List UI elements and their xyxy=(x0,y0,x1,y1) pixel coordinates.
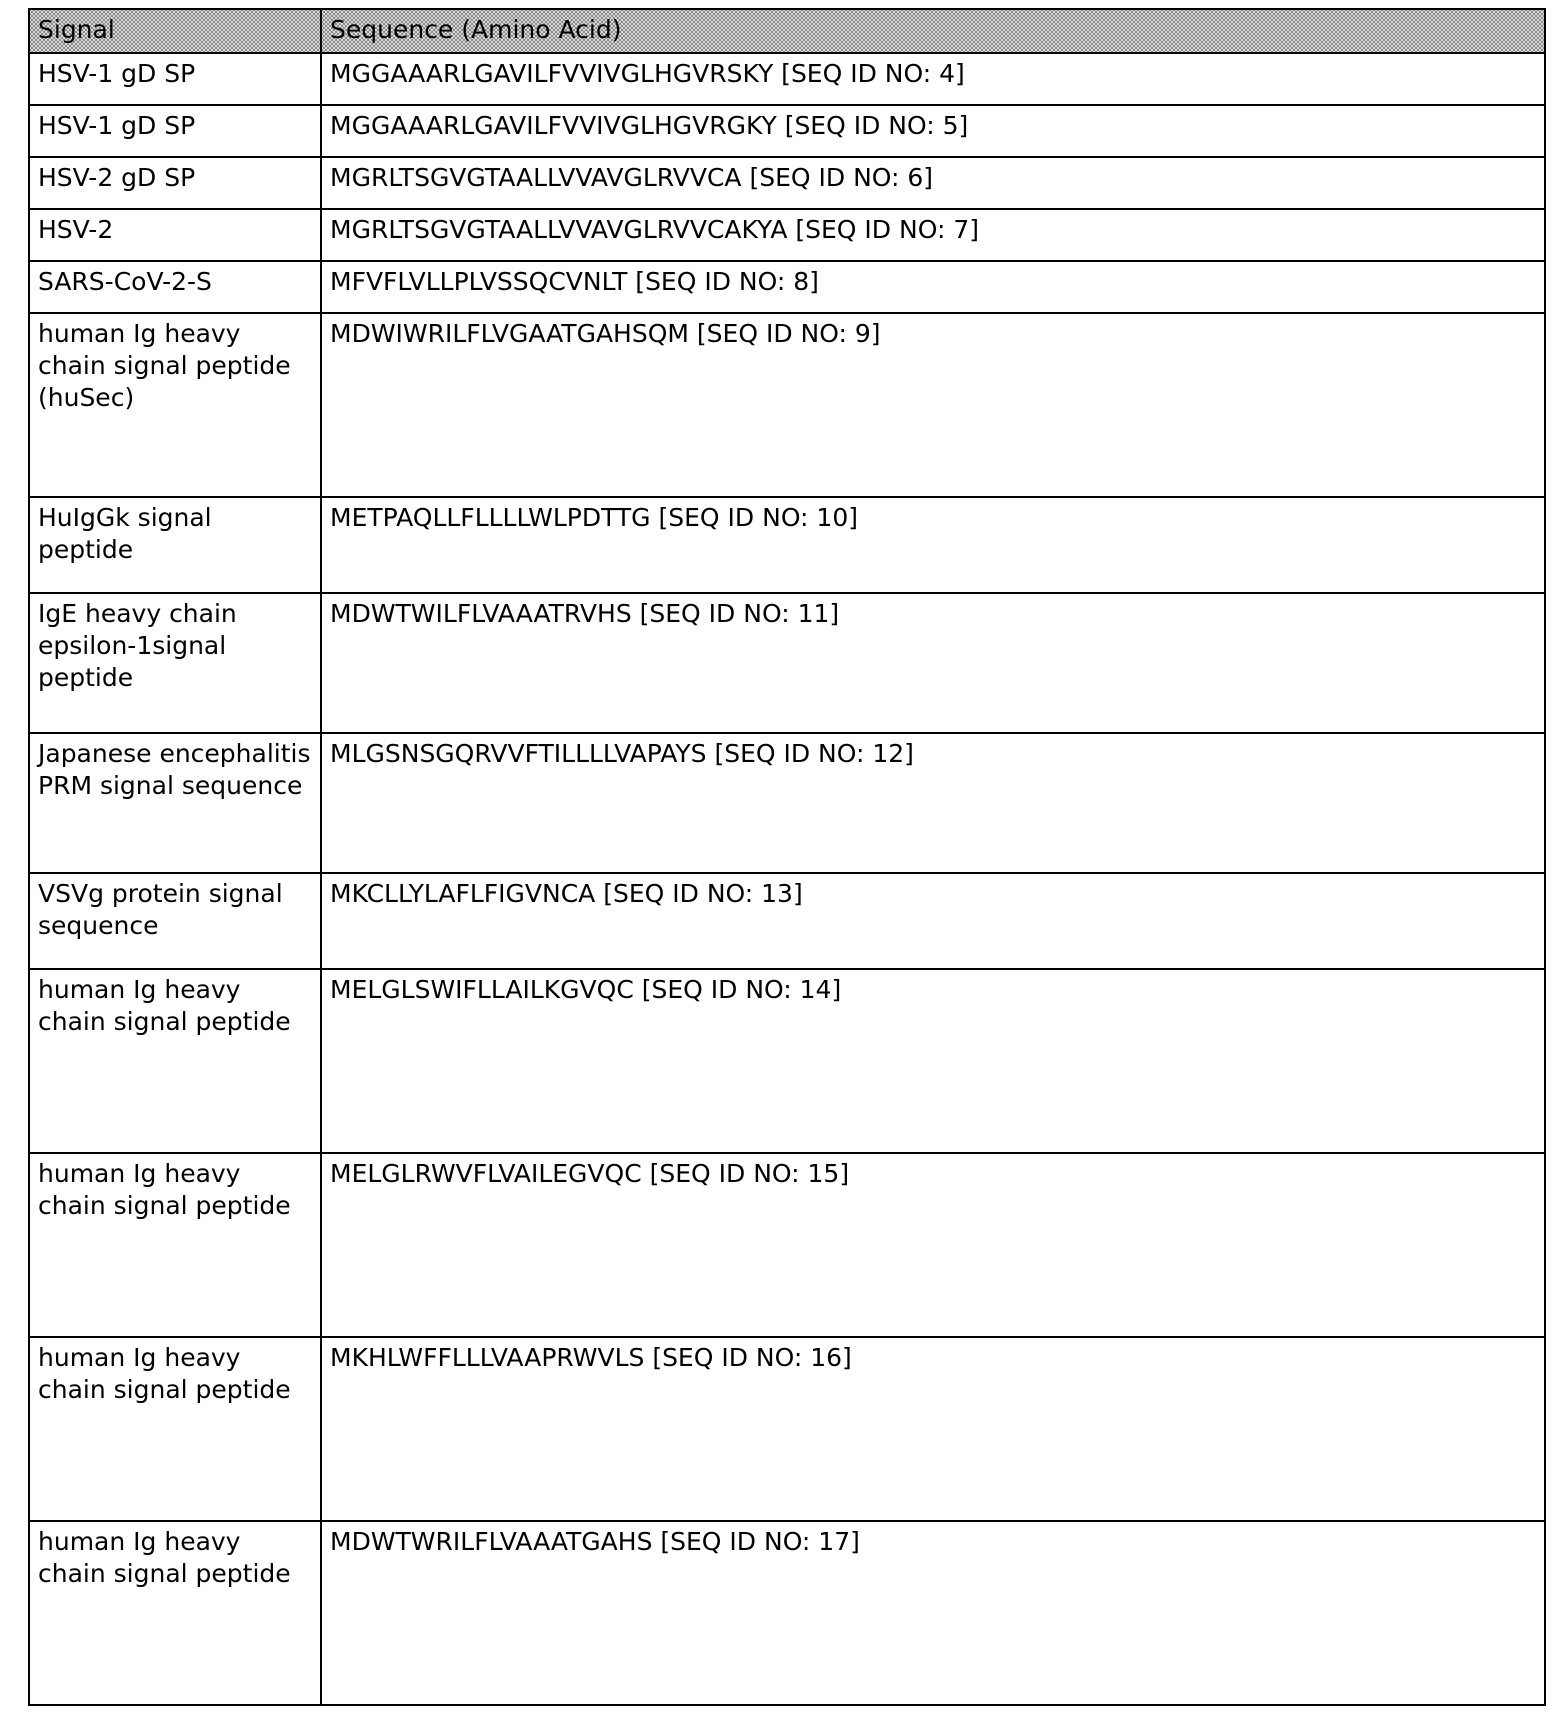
table-row xyxy=(29,1521,1545,1705)
signal-sequence-table xyxy=(28,8,1546,1706)
table-row xyxy=(29,157,1545,209)
cell-signal: human Ig heavy chain signal peptide xyxy=(29,1153,321,1337)
table-row xyxy=(29,873,1545,969)
table-row xyxy=(29,969,1545,1153)
cell-signal: human Ig heavy chain signal peptide xyxy=(29,1521,321,1705)
column-header-sequence: Sequence (Amino Acid) xyxy=(321,9,1545,53)
table-row xyxy=(29,53,1545,105)
table-row xyxy=(29,733,1545,873)
table-header xyxy=(29,9,1545,53)
cell-signal: human Ig heavy chain signal peptide (huSec) xyxy=(29,313,321,497)
cell-sequence: MKHLWFFLLLVAAPRWVLS [SEQ ID NO: 16] xyxy=(321,1337,1545,1521)
cell-sequence: MDWIWRILFLVGAATGAHSQM [SEQ ID NO: 9] xyxy=(321,313,1545,497)
cell-signal: HSV-2 gD SP xyxy=(29,157,321,209)
cell-signal: Japanese encephalitis PRM signal sequence xyxy=(29,733,321,873)
cell-sequence: MELGLSWIFLLAILKGVQC [SEQ ID NO: 14] xyxy=(321,969,1545,1153)
cell-signal: IgE heavy chain epsilon-1signal peptide xyxy=(29,593,321,733)
table-row xyxy=(29,497,1545,593)
cell-sequence: MELGLRWVFLVAILEGVQC [SEQ ID NO: 15] xyxy=(321,1153,1545,1337)
table-row xyxy=(29,593,1545,733)
table-row xyxy=(29,313,1545,497)
cell-signal: SARS-CoV-2-S xyxy=(29,261,321,313)
table-body xyxy=(29,53,1545,1705)
cell-sequence: MKCLLYLAFLFIGVNCA [SEQ ID NO: 13] xyxy=(321,873,1545,969)
cell-signal: HSV-2 xyxy=(29,209,321,261)
table-row xyxy=(29,261,1545,313)
cell-sequence: MGGAAARLGAVILFVVIVGLHGVRSKY [SEQ ID NO: 4] xyxy=(321,53,1545,105)
cell-signal: human Ig heavy chain signal peptide xyxy=(29,969,321,1153)
table-row xyxy=(29,209,1545,261)
cell-signal: HSV-1 gD SP xyxy=(29,105,321,157)
cell-sequence: METPAQLLFLLLLWLPDTTG [SEQ ID NO: 10] xyxy=(321,497,1545,593)
table-row xyxy=(29,1337,1545,1521)
cell-signal: HSV-1 gD SP xyxy=(29,53,321,105)
cell-signal: human Ig heavy chain signal peptide xyxy=(29,1337,321,1521)
column-header-signal: Signal xyxy=(29,9,321,53)
cell-sequence: MGRLTSGVGTAALLVVAVGLRVVCA [SEQ ID NO: 6] xyxy=(321,157,1545,209)
cell-sequence: MLGSNSGQRVVFTILLLLVAPAYS [SEQ ID NO: 12] xyxy=(321,733,1545,873)
cell-sequence: MDWTWILFLVAAATRVHS [SEQ ID NO: 11] xyxy=(321,593,1545,733)
table-header-row xyxy=(29,9,1545,53)
cell-sequence: MGRLTSGVGTAALLVVAVGLRVVCAKYA [SEQ ID NO: 7] xyxy=(321,209,1545,261)
cell-signal: HuIgGk signal peptide xyxy=(29,497,321,593)
cell-sequence: MDWTWRILFLVAAATGAHS [SEQ ID NO: 17] xyxy=(321,1521,1545,1705)
cell-sequence: MFVFLVLLPLVSSQCVNLT [SEQ ID NO: 8] xyxy=(321,261,1545,313)
table-row xyxy=(29,1153,1545,1337)
cell-sequence: MGGAAARLGAVILFVVIVGLHGVRGKY [SEQ ID NO: 5] xyxy=(321,105,1545,157)
table-row xyxy=(29,105,1545,157)
cell-signal: VSVg protein signal sequence xyxy=(29,873,321,969)
